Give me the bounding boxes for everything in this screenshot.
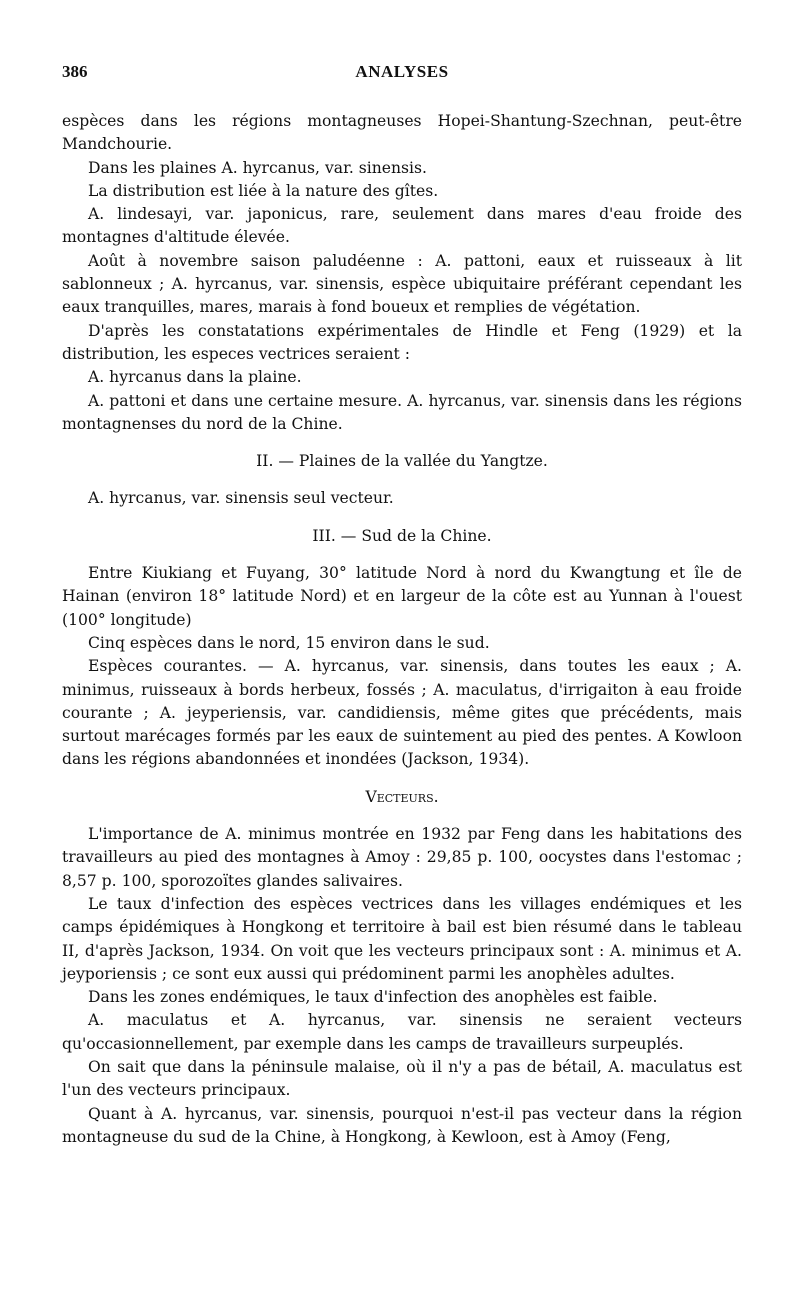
paragraph: La distribution est liée à la nature des gîtes.	[88, 181, 439, 200]
paragraph: Entre Kiukiang et Fuyang, 30° latitude Nord à nord du Kwangtung et île de Hainan (environ 18° latitude Nord) et en largeur de la côte est au Yunnan à l'ouest (100° longitude)	[62, 564, 742, 629]
running-title: ANALYSES	[355, 62, 449, 81]
section-heading: Vecteurs.	[365, 787, 439, 806]
paragraph: Quant à A. hyrcanus, var. sinensis, pourquoi n'est-il pas vecteur dans la région montagneuse du sud de la Chine, à Hongkong, à Kewloon, est à Amoy (Feng,	[62, 1104, 742, 1146]
paragraph: A. hyrcanus dans la plaine.	[88, 368, 302, 387]
section-heading: III. — Sud de la Chine.	[312, 526, 492, 545]
paragraph: A. pattoni et dans une certaine mesure. A. hyrcanus, var. sinensis dans les régions montagnenses du nord de la Chine.	[62, 391, 742, 433]
paragraph: L'importance de A. minimus montrée en 1932 par Feng dans les habitations des travailleurs au pied des montagnes à Amoy : 29,85 p. 100, oocystes dans l'estomac ; 8,57 p. 100, sporozoïtes glandes salivaires.	[62, 825, 742, 890]
paragraph: On sait que dans la péninsule malaise, où il n'y a pas de bétail, A. maculatus est l'un des vecteurs principaux.	[62, 1057, 742, 1100]
paragraph: Août à novembre saison paludéenne : A. pattoni, eaux et ruisseaux à lit sablonneux ; A. hyrcanus, var. sinensis, espèce ubiquitaire préférant cependant les eaux tranquilles, mares, marais à fond boueux et remplies de végétation.	[62, 251, 742, 317]
paragraph: Dans les zones endémiques, le taux d'infection des anophèles est faible.	[88, 988, 658, 1007]
page-number: 386	[62, 62, 88, 81]
section-heading: II. — Plaines de la vallée du Yangtze.	[256, 452, 548, 471]
paragraph: A. hyrcanus, var. sinensis seul vecteur.	[88, 489, 394, 508]
paragraph: Espèces courantes. — A. hyrcanus, var. sinensis, dans toutes les eaux ; A. minimus, ruisseaux à bords herbeux, fossés ; A. maculatus, d'irrigaiton à eau froide courante ; A. jeyperiensis, var. candidiensis, même gites que précédents, mais surtout marécages formés par les eaux de suintement au pied des pentes. A Kowloon dans les régions abandonnées et inondées (Jackson, 1934).	[62, 657, 742, 769]
paragraph: espèces dans les régions montagneuses Hopei-Shantung-Szechnan, peut-être Mandchourie.	[62, 112, 742, 154]
running-header	[62, 62, 742, 88]
paragraph: Dans les plaines A. hyrcanus, var. sinensis.	[88, 158, 427, 177]
paragraph: Cinq espèces dans le nord, 15 environ dans le sud.	[88, 633, 490, 652]
body-text	[62, 110, 742, 1149]
paragraph: A. maculatus et A. hyrcanus, var. sinensis ne seraient vecteurs qu'occasionnellement, par exemple dans les camps de travailleurs surpeuplés.	[62, 1011, 742, 1053]
paragraph: A. lindesayi, var. japonicus, rare, seulement dans mares d'eau froide des montagnes d'altitude élevée.	[62, 205, 742, 247]
paragraph: Le taux d'infection des espèces vectrices dans les villages endémiques et les camps épidémiques à Hongkong et territoire à bail est bien résumé dans le tableau II, d'après Jackson, 1934. On voit que les vecteurs principaux sont : A. minimus et A. jeyporiensis ; ce sont eux aussi qui prédominent parmi les anophèles adultes.	[62, 894, 742, 983]
paragraph: D'après les constatations expérimentales de Hindle et Feng (1929) et la distribution, les especes vectrices seraient :	[62, 321, 742, 363]
